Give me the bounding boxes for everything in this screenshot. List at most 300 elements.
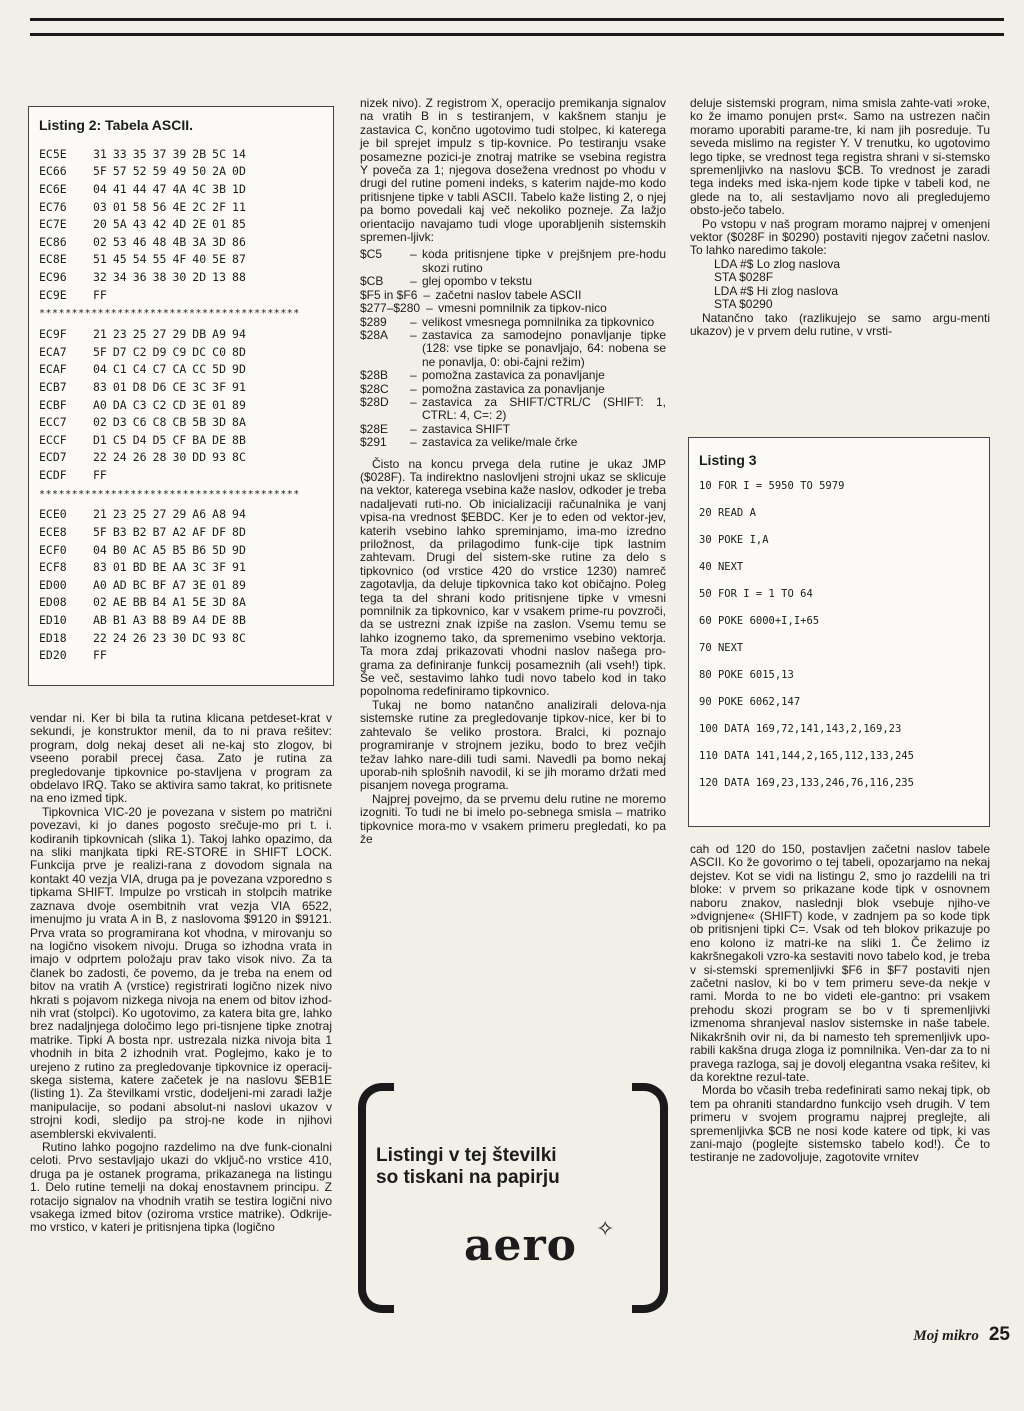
hex-cell: 59	[152, 164, 167, 179]
hex-cell: 8D	[232, 344, 246, 359]
hex-cell: 8D	[232, 525, 246, 540]
address-cell: ED10	[39, 613, 67, 628]
table-row	[39, 361, 252, 379]
hex-cell: 30	[172, 450, 187, 465]
hex-cell: 01	[112, 379, 127, 394]
hex-cell: 3F	[212, 560, 227, 575]
paragraph: Čisto na koncu prvega dela rutine je ukaz JMP ($028F). Ta indirektno naslovljeni strojni ukaz se sklicuje na vektor, katerega vsebina kaže naslov, odkoder je treba nadaljevati ruti-no. Ob inicializaciji računalnika je vanj vpisa-na vrednost $EBDC. Ker je to eden od vektor-jev, katerih vsebino lahko spreminjamo, ima-mo izredno priložnost, da prilagodimo funk-cije tipk lastnim zahtevam. Drugi del sistem-ske rutine za delo s tipkovnico (od vrstice 420 do vrstice 1230) namreč zagotavlja, da deluje tipkovnica tako kot običajno. Poleg tega ta del shrani kodo pritisnjene tipke v vmesni pomnilnik za tipkovnico, kar v vsakem prime-ru povzroči, da se ustrezni znak izpiše na zaslon. Vsemu temu se lahko izognemo tako, da spremenimo vsebino vektorja. Ta mora zdaj prikazovati vhodni naslov našega pro-grama za definiranje funkcij posameznih (ali vseh!) tipk. Še več, sestavimo lahko tudi novo tabelo kod in tako popolnoma redefiniramo tipkovnico.	[360, 456, 666, 699]
hex-cell: 89	[232, 397, 246, 412]
hex-cell: 49	[172, 164, 187, 179]
dash: –	[410, 314, 417, 329]
hex-cell: 20	[93, 217, 107, 232]
hex-cell: 02	[93, 415, 107, 430]
hex-cell: B0	[112, 542, 127, 557]
column-3-text	[690, 97, 990, 338]
dash: –	[410, 394, 417, 409]
hex-cell: B5	[172, 542, 187, 557]
address-cell: ED00	[39, 577, 67, 592]
hex-cell: 26	[132, 630, 147, 645]
hex-cell: AA	[172, 560, 187, 575]
hex-cell: AB	[93, 613, 107, 628]
dash: –	[410, 435, 417, 450]
table-row	[39, 594, 252, 612]
hex-cell: 32	[93, 269, 107, 284]
hex-cell: B3	[112, 525, 127, 540]
variable-description: vmesni pomnilnik za tipkov-nico	[438, 301, 607, 316]
ascii-table-block-2	[39, 325, 252, 483]
paragraph: Tipkovnica VIC-20 je povezana v sistem po matrični povezavi, ki jo danes pogosto srečuje-mo pri t. i. kodiranih tipkovnicah (slika 1). Takoj lahko opazimo, da na sliki manjkata tipki RE-STORE in SHIFT LOCK. Funkcija prve je realizi-rana z dovodom signala na kontakt 40 vezja VIA, druga pa je povezana vzporedno s tipkama SHIFT. Impulze po vrsticah in stolpcih matrike zaznava dvoje osembitnih vrat vezja VIA 6522, imenujmo ju vrata A in B, z naslovoma $9120 in $9121. Prva vrata so programirana kot vhodna, v mirovanju so na logično visokem nivoju. Druga so izhodna vrata in imajo v odprtem položaju prav tako visok nivo. Za ta članek bo zadosti, če povemo, da je treba na enem od bitov na vratih A (vrstice) registrirati logično nizek nivo hkrati s pojavom nizkega nivoja na enem od bitov izhod-nih vrat (stolpci). Ko ugotovimo, za katera bita gre, lahko brez nadaljnjega določimo lego pri-tisnjene tipke znotraj matrike. Tipki A bosta npr. ustrezala nizka nivoja bita 1 vhodnih in bita 2 izhodnih vrat. Poglejmo, kako je to urejeno z rutino za pregledovanje tipkovnice iz operacij-skega sistema, katere začetek je na naslovu $EB1E (listing 1). Za številkami vrstic, dodeljeni-mi zaradi lažje manipulacije, so podani absolut-ni naslovi ukazov v strojni kodi, sledijo pa stroj-ne kode in njihovi asemblerski ekvivalenti.	[30, 804, 332, 1141]
variable-address: $28E	[360, 421, 389, 436]
hex-cell: 5F	[93, 344, 107, 359]
hex-cell: DC	[192, 344, 207, 359]
hex-cell: BD	[132, 560, 147, 575]
table-row	[39, 611, 252, 629]
asm-line: LDA #$ Hi zlog naslova	[714, 283, 839, 298]
address-cell: ECCF	[39, 432, 67, 447]
hex-cell: B7	[152, 525, 167, 540]
hex-cell: D4	[132, 432, 147, 447]
variable-address: $F5 in $F6	[360, 287, 418, 302]
hex-cell: D6	[152, 379, 167, 394]
address-cell: EC6E	[39, 181, 67, 196]
hex-cell: 8B	[232, 613, 246, 628]
address-cell: EC9E	[39, 287, 67, 302]
hex-cell: AE	[112, 595, 127, 610]
code-line: 20 READ A	[699, 507, 756, 519]
page-number: 25	[988, 1324, 1010, 1345]
address-cell: ECE8	[39, 525, 67, 540]
system-variable-item	[360, 302, 666, 315]
paragraph: Najprej povejmo, da se prvemu delu rutine ne moremo izogniti. To tudi ne bi imelo po-sebnega smisla – matriko tipkovnice mora-mo v vsakem primeru pregledati, ko pa že	[360, 791, 666, 846]
hex-cell: A1	[172, 595, 187, 610]
hex-cell: B4	[152, 595, 167, 610]
hex-cell: 41	[112, 181, 127, 196]
system-variable-item	[360, 248, 666, 275]
hex-cell: A5	[152, 542, 167, 557]
address-cell: ECB7	[39, 379, 67, 394]
table-row	[39, 558, 252, 576]
system-variable-item	[360, 383, 666, 396]
table-row	[39, 145, 252, 163]
hex-cell: 2E	[192, 217, 207, 232]
paragraph: Morda bo včasih treba redefinirati samo nekaj tipk, ob tem pa ohraniti standardno funkcijo vseh drugih. V tem primeru v svojem programu najprej preglejte, ali spremenljivka $CB ne nosi kode katere od tipk, ki vas zani-majo (poglejte sistemsko tabelo kod!). Če to testiranje ne zadovoljuje, zagotovite vrnitev	[690, 1083, 990, 1165]
table-row	[39, 343, 252, 361]
hex-cell: BB	[132, 595, 147, 610]
hex-cell: 50	[192, 164, 207, 179]
hex-cell: 45	[112, 252, 127, 267]
paragraph: Tukaj ne bomo natančno analizirali delova-nja sistemske rutine za pregledovanje tipkov-nice, ker bi to zahtevalo še veliko prostora. Bralci, ki poznajo programiranje v strojnem jeziku, bodo to brez večjih težav lahko nare-dili tudi sami. Navedli pa bomo nekaj uporab-nih splošnih navodil, ki se jih moramo držati med pisanjem novega programa.	[360, 697, 666, 793]
hex-cell: 89	[232, 577, 246, 592]
hex-cell: 54	[132, 252, 147, 267]
hex-cell: 3D	[212, 595, 227, 610]
hex-cell: 58	[132, 199, 147, 214]
hex-cell: BC	[132, 577, 147, 592]
hex-cell: 5E	[192, 595, 207, 610]
hex-cell: 93	[212, 630, 227, 645]
hex-cell: CC	[192, 362, 207, 377]
asm-line: STA $028F	[714, 270, 774, 285]
hex-cell: 01	[212, 397, 227, 412]
ascii-table-block-1	[39, 145, 252, 303]
variable-description: pomožna zastavica za ponavljanje	[422, 368, 605, 383]
table-row	[39, 523, 252, 541]
hex-cell: C3	[132, 397, 147, 412]
variable-description: pomožna zastavica za ponavljanje	[422, 381, 605, 396]
hex-cell: B1	[112, 613, 127, 628]
hex-cell: 21	[93, 327, 107, 342]
hex-cell: 57	[112, 164, 127, 179]
paragraph: deluje sistemski program, nima smisla zahte-vati »roke, ko že imamo ponujen prst«. Samo na ustrezen način moramo uporabiti parame-tre, ki nam jih posreduje. Tu seveda mislimo na register Y. V trenutku, ko ugotovimo lego tipke, se vrednost tega registra shrani v si-stemsko spremenljivko na naslovu $CB. To vrednost je zaradi tega indeks med iska-njem kode tipke v tabeli kod, ne glede na to, ali sestavljamo novo ali pregledujemo obsto-ječo tabelo.	[690, 96, 990, 218]
hex-cell: 3E	[192, 397, 207, 412]
hex-cell: BF	[152, 577, 167, 592]
system-variable-item	[360, 316, 666, 329]
variable-description: zastavica za samodejno ponavljanje tipke (128: vse tipke se ponavljajo, 64: nobena se ne ponavlja, 0: obi-čajni režim)	[422, 327, 666, 369]
hex-cell: 28	[152, 450, 167, 465]
hex-cell: 04	[93, 542, 107, 557]
hex-cell: 29	[172, 327, 187, 342]
hex-cell: 8B	[232, 432, 246, 447]
hex-cell: 38	[152, 269, 167, 284]
hex-cell: 52	[132, 164, 147, 179]
address-cell: EC96	[39, 269, 67, 284]
hex-cell: 23	[112, 507, 127, 522]
variable-address: $277–$280	[360, 301, 421, 316]
hex-cell: 3D	[212, 234, 227, 249]
table-row	[39, 268, 252, 286]
variable-description: koda pritisnjene tipke v prejšnjem pre-hodu skozi rutino	[422, 247, 666, 275]
system-variable-item	[360, 369, 666, 382]
paragraph: cah od 120 do 150, postavljen začetni naslov tabele ASCII. Ko že govorimo o tej tabeli, opozarjamo na nekaj dejstev. Kot se vidi na listingu 2, smo jo razdelili na tri bloke: v prvem so prikazane kode tipk v osnovnem naboru znakov, naslednji blok vsebuje njiho-ve »dvignjene« (SHIFT) kode, v zadnjem pa so kode tipk ob pritisnjeni tipki C=. Vsak od teh blokov prikazuje po eno kolono iz matri-ke na sliki 1. Če želimo iz kakršnegakoli vzro-ka sestaviti novo tabelo kod, je treba v si-stemski spremenljivki $F6 in $F7 postaviti njen začetni naslov, ki bo v tem primeru seve-da nekje v rami. Morda to ne bo videti ele-gantno: pri vsakem prehodu skozi program se bo v ti spremenljivki izmenoma shranjeval naslov sistemske in naše tabele. Nikakršnih ovir ni, da bi namesto teh spremenljivk upo-rabili kakšna druga zloga iz pomnilnika. Ven-dar za to ni pravega razloga, saj je dovolj elegantna vsaka rešitev, ki da korektne rezul-tate.	[690, 842, 990, 1084]
hex-cell: CD	[172, 397, 187, 412]
separator-stars: ****************************************	[39, 488, 300, 500]
ad-bracket-left	[358, 1083, 394, 1313]
hex-cell: 83	[93, 379, 107, 394]
hex-cell: 5C	[212, 146, 227, 161]
code-line: 110 DATA 141,144,2,165,112,133,245	[699, 750, 914, 762]
variable-description: zastavica za velike/male črke	[422, 435, 578, 450]
hex-cell: BE	[152, 560, 167, 575]
hex-cell: DB	[192, 327, 207, 342]
hex-cell: 01	[112, 560, 127, 575]
table-row	[39, 541, 252, 559]
hex-cell: 34	[112, 269, 127, 284]
table-row	[39, 180, 252, 198]
hex-cell: B8	[152, 613, 167, 628]
variable-address: $28C	[360, 381, 389, 396]
code-line: 100 DATA 169,72,141,143,2,169,23	[699, 723, 902, 735]
table-row	[39, 506, 252, 524]
variable-address: $289	[360, 314, 387, 329]
aero-logo: aero	[464, 1220, 578, 1271]
system-variable-item	[360, 275, 666, 288]
address-cell: ECD7	[39, 450, 67, 465]
hex-cell: DD	[192, 450, 207, 465]
hex-cell: 27	[152, 507, 167, 522]
hex-cell: 51	[93, 252, 107, 267]
asm-line: STA $0290	[714, 297, 773, 312]
hex-cell: D3	[112, 415, 127, 430]
hex-cell: 5F	[93, 164, 107, 179]
hex-cell: CF	[172, 432, 187, 447]
dash: –	[410, 274, 417, 289]
table-row	[39, 413, 252, 431]
hex-cell: FF	[93, 287, 107, 302]
address-cell: ECF8	[39, 560, 67, 575]
hex-cell: AF	[192, 525, 207, 540]
variable-address: $291	[360, 435, 387, 450]
system-variable-item	[360, 329, 666, 369]
hex-cell: 4D	[172, 217, 187, 232]
address-cell: ECAF	[39, 362, 67, 377]
system-variable-item	[360, 289, 666, 302]
paragraph: Natančno tako (razlikujejo se samo argu-menti ukazov) je v prvem delu rutine, v vrsti-	[690, 310, 990, 338]
variable-description: začetni naslov tabele ASCII	[435, 287, 582, 302]
code-line: 60 POKE 6000+I,I+65	[699, 615, 820, 627]
dash: –	[426, 301, 433, 316]
address-cell: ED08	[39, 595, 67, 610]
hex-cell: 94	[232, 507, 246, 522]
hex-cell: 42	[152, 217, 167, 232]
code-line: 40 NEXT	[699, 561, 744, 573]
hex-cell: 2D	[192, 269, 207, 284]
hex-cell: 85	[232, 217, 246, 232]
listing-3-box	[688, 437, 990, 827]
hex-cell: 8C	[232, 630, 246, 645]
hex-cell: C2	[152, 397, 167, 412]
aero-advertisement	[358, 1083, 668, 1313]
hex-cell: CA	[172, 362, 187, 377]
hex-cell: 44	[132, 181, 147, 196]
hex-cell: D1	[93, 432, 107, 447]
hex-cell: C0	[212, 344, 227, 359]
dash: –	[423, 287, 431, 302]
hex-cell: 03	[93, 199, 107, 214]
paragraph: Rutino lahko pogojno razdelimo na dve funk-cionalni celoti. Prvo sestavljajo ukazi do vključ-no vrstice 410, druga pa je ostanek programa, prikazanega na listingu 1. Delo rutine temelji na dokaj enostavnem principu. Z rotacijo signalov na vhodnih vratih se testira logični nivo vsakega izmed bitov (oziroma vrstice matrike). Odkrije-mo vrstico, v kateri je pritisnjena tipka (logično	[30, 1140, 332, 1235]
hex-cell: C6	[132, 415, 147, 430]
table-row	[39, 449, 252, 467]
system-variable-item	[360, 423, 666, 436]
table-row	[39, 215, 252, 233]
hex-cell: 39	[172, 146, 187, 161]
table-row	[39, 251, 252, 269]
code-line: 30 POKE I,A	[699, 534, 769, 546]
hex-cell: 23	[152, 630, 167, 645]
address-cell: ECE0	[39, 507, 67, 522]
code-line: 10 FOR I = 5950 TO 5979	[699, 480, 845, 492]
table-row	[39, 576, 252, 594]
variable-address: $C5	[360, 247, 383, 262]
hex-cell: 37	[152, 146, 167, 161]
address-cell: EC9F	[39, 327, 67, 342]
hex-cell: 3C	[192, 379, 207, 394]
hex-cell: DA	[112, 397, 127, 412]
hex-cell: 04	[93, 362, 107, 377]
dash: –	[410, 247, 417, 262]
hex-cell: 0D	[232, 164, 246, 179]
hex-cell: 29	[172, 507, 187, 522]
hex-cell: 91	[232, 379, 246, 394]
hex-cell: 87	[232, 252, 246, 267]
hex-cell: 43	[132, 217, 147, 232]
hex-cell: 30	[172, 630, 187, 645]
hex-cell: 9D	[232, 362, 246, 377]
code-line: 120 DATA 169,23,133,246,76,116,235	[699, 777, 914, 789]
hex-cell: 26	[132, 450, 147, 465]
address-cell: ED18	[39, 630, 67, 645]
hex-cell: 02	[93, 234, 107, 249]
system-variable-item	[360, 436, 666, 449]
hex-cell: 3C	[192, 560, 207, 575]
hex-cell: 4C	[192, 181, 207, 196]
hex-cell: 27	[152, 327, 167, 342]
hex-cell: A9	[212, 327, 227, 342]
top-rule	[30, 18, 1004, 36]
column-1-text	[30, 712, 332, 1235]
hex-cell: A3	[132, 613, 147, 628]
hex-cell: C9	[172, 344, 187, 359]
hex-cell: 35	[132, 146, 147, 161]
hex-cell: 56	[152, 199, 167, 214]
hex-cell: AC	[132, 542, 147, 557]
hex-cell: 36	[132, 269, 147, 284]
hex-cell: 2B	[192, 146, 207, 161]
hex-cell: A7	[172, 577, 187, 592]
ad-bracket-right	[632, 1083, 668, 1313]
hex-cell: 3A	[192, 234, 207, 249]
hex-cell: 94	[232, 327, 246, 342]
code-line: 70 NEXT	[699, 642, 744, 654]
table-row	[39, 286, 252, 304]
hex-cell: 3E	[192, 577, 207, 592]
star-icon: ✧	[596, 1216, 615, 1241]
hex-cell: 31	[93, 146, 107, 161]
hex-cell: CB	[172, 415, 187, 430]
system-variable-item	[360, 396, 666, 423]
hex-cell: 01	[112, 199, 127, 214]
hex-cell: BA	[192, 432, 207, 447]
hex-cell: DE	[212, 432, 227, 447]
address-cell: ECDF	[39, 467, 67, 482]
hex-cell: 33	[112, 146, 127, 161]
hex-cell: 23	[112, 327, 127, 342]
hex-cell: 01	[212, 217, 227, 232]
hex-cell: 47	[152, 181, 167, 196]
hex-cell: 5D	[212, 362, 227, 377]
dash: –	[410, 421, 417, 436]
hex-cell: 5F	[93, 525, 107, 540]
hex-cell: B9	[172, 613, 187, 628]
code-line: 90 POKE 6062,147	[699, 696, 801, 708]
hex-cell: FF	[93, 648, 107, 663]
hex-cell: 8C	[232, 450, 246, 465]
hex-cell: 3D	[212, 415, 227, 430]
hex-cell: 30	[172, 269, 187, 284]
listing-2-box	[28, 106, 334, 686]
listing-3-code	[699, 480, 989, 804]
variable-description: velikost vmesnega pomnilnika za tipkovnico	[422, 314, 655, 329]
hex-cell: D9	[152, 344, 167, 359]
listing-3-title: Listing 3	[699, 452, 757, 468]
hex-cell: 02	[93, 595, 107, 610]
hex-cell: CE	[172, 379, 187, 394]
hex-cell: A6	[192, 507, 207, 522]
hex-cell: 5B	[192, 415, 207, 430]
hex-cell: C5	[112, 432, 127, 447]
hex-cell: 5D	[212, 542, 227, 557]
listing-2-title: Listing 2: Tabela ASCII.	[39, 117, 194, 133]
table-row	[39, 378, 252, 396]
table-row	[39, 646, 252, 664]
hex-cell: 24	[112, 450, 127, 465]
hex-cell: 22	[93, 450, 107, 465]
hex-cell: 5E	[212, 252, 227, 267]
variable-address: $CB	[360, 274, 384, 289]
hex-cell: 14	[232, 146, 246, 161]
hex-cell: 53	[112, 234, 127, 249]
hex-cell: DC	[192, 630, 207, 645]
hex-cell: 5A	[112, 217, 127, 232]
hex-cell: 21	[93, 507, 107, 522]
address-cell: ECBF	[39, 397, 67, 412]
hex-cell: 4F	[172, 252, 187, 267]
hex-cell: 2F	[212, 199, 227, 214]
hex-cell: A4	[192, 613, 207, 628]
hex-cell: FF	[93, 467, 107, 482]
hex-cell: 1D	[232, 181, 246, 196]
hex-cell: DF	[212, 525, 227, 540]
hex-cell: D5	[152, 432, 167, 447]
hex-cell: C1	[112, 362, 127, 377]
hex-cell: 4B	[172, 234, 187, 249]
hex-cell: 88	[232, 269, 246, 284]
hex-cell: 11	[232, 199, 246, 214]
address-cell: EC8E	[39, 252, 67, 267]
hex-cell: C7	[152, 362, 167, 377]
hex-cell: 55	[152, 252, 167, 267]
hex-cell: B2	[132, 525, 147, 540]
address-cell: EC5E	[39, 146, 67, 161]
page-footer	[913, 1324, 1010, 1346]
hex-cell: D7	[112, 344, 127, 359]
hex-cell: 40	[192, 252, 207, 267]
hex-cell: 83	[93, 560, 107, 575]
variable-description: zastavica za SHIFT/CTRL/C (SHIFT: 1, CTRL: 4, C=: 2)	[422, 394, 666, 423]
hex-cell: 4A	[172, 181, 187, 196]
hex-cell: 93	[212, 450, 227, 465]
hex-cell: 86	[232, 234, 246, 249]
hex-cell: 46	[132, 234, 147, 249]
address-cell: ED20	[39, 648, 67, 663]
ascii-table-block-3	[39, 506, 252, 664]
ad-line-2: so tiskani na papirju	[376, 1167, 560, 1188]
hex-cell: 9D	[232, 542, 246, 557]
code-line: 80 POKE 6015,13	[699, 669, 794, 681]
hex-cell: C4	[132, 362, 147, 377]
variable-description: zastavica SHIFT	[422, 421, 511, 436]
hex-cell: 4E	[172, 199, 187, 214]
hex-cell: 8A	[232, 595, 246, 610]
column-3-bottom-text	[690, 843, 990, 1165]
address-cell: EC7E	[39, 217, 67, 232]
hex-cell: 2C	[192, 199, 207, 214]
ad-headline	[376, 1145, 560, 1189]
hex-cell: C2	[132, 344, 147, 359]
dash: –	[410, 381, 417, 396]
address-cell: ECC7	[39, 415, 67, 430]
hex-cell: A8	[212, 507, 227, 522]
separator-stars: ****************************************	[39, 308, 300, 320]
address-cell: EC66	[39, 164, 67, 179]
